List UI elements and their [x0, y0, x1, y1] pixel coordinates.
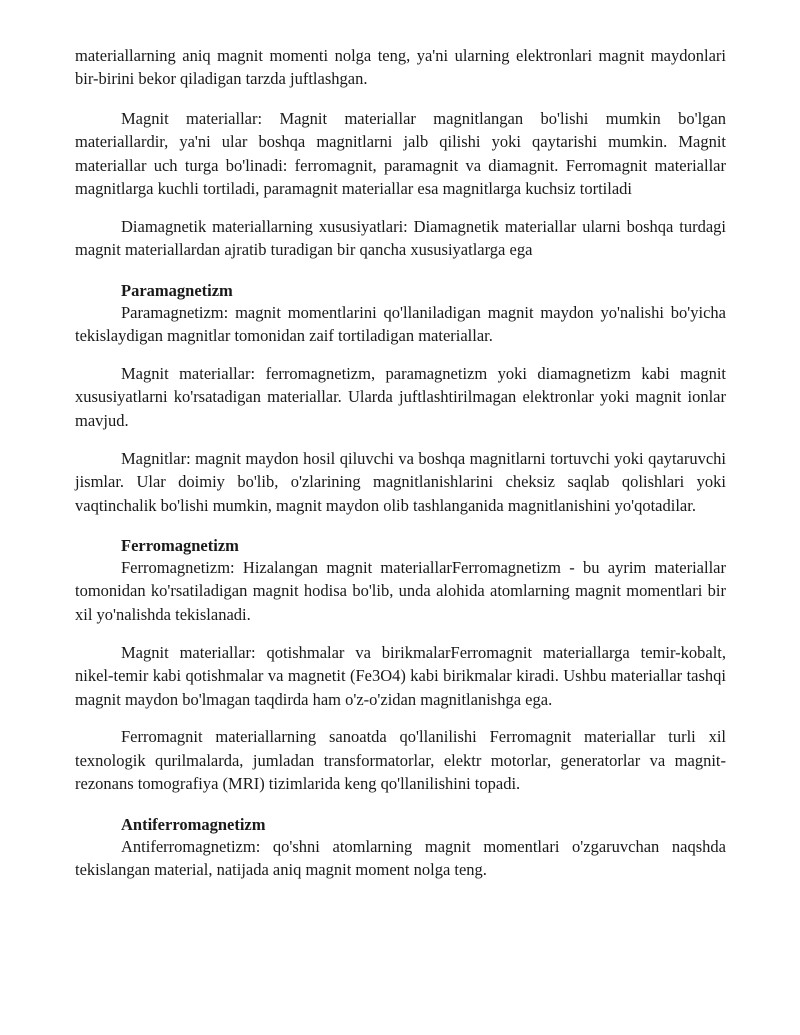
- paragraph-antiferromagnetizm: Antiferromagnetizm: qo'shni atomlarning magnit momentlari o'zgaruvchan naqshda tekislangan material, natijada aniq magnit moment nolga teng.: [75, 836, 726, 880]
- heading-antiferromagnetizm: Antiferromagnetizm: [121, 814, 266, 834]
- paragraph-ferromagnetizm: Ferromagnetizm: Hizalangan magnit materiallarFerromagnetizm - bu ayrim materiallar tomonidan ko'rsatiladigan magnit hodisa bo'lib, unda alohida atomlarning magnit momentlari bir xil yo'nalishda tekislanadi.: [75, 558, 726, 624]
- paragraph-sanoatda: Ferromagnit materiallarning sanoatda qo'llanilishi Ferromagnit materiallar turli xil texnologik qurilmalarda, jumladan transformatorlar, elektr motorlar, generatorlar va magnit-rezonans tomografiya (MRI) tizimlarida keng qo'llanilishini topadi.: [75, 727, 726, 794]
- paragraph-magnitlar: Magnitlar: magnit maydon hosil qiluvchi va boshqa magnitlarni tortuvchi yoki qaytaruvchi jismlar. Ular doimiy bo'lib, o'zlarining magnitlanishlarini cheksiz saqlab qolishlari yoki vaqtinchalik bo'lishi mumkin, magnit maydon olib tashlanganida magnitlanishini yo'qotadilar.: [75, 448, 726, 515]
- paragraph-magnit-materiallar-2: Magnit materiallar: ferromagnetizm, paramagnetizm yoki diamagnetizm kabi magnit xususiyatlarni ko'rsatadigan materiallar. Ularda juftlashtirilmagan elektronlar yoki magnit ionlar mavjud.: [75, 364, 726, 430]
- heading-ferromagnetizm: Ferromagnetizm: [121, 536, 239, 555]
- paragraph-continuation: materiallarning aniq magnit momenti nolga teng, ya'ni ularning elektronlari magnit maydonlari bir-birini bekor qiladigan tarzda juftlashgan.: [75, 46, 726, 89]
- document-page: [75, 44, 726, 896]
- heading-paramagnetizm: Paramagnetizm: [121, 280, 233, 300]
- paragraph-magnit-materiallar: Magnit materiallar: Magnit materiallar magnitlangan bo'lishi mumkin bo'lgan materiallardir, ya'ni ular boshqa magnitlarni jalb qilishi yoki qaytarishi mumkin. Magnit materiallar uch turga bo'linadi: ferromagnit, paramagnit va diamagnit. Ferromagnit materiallar magnitlarga kuchli tortiladi, paramagnit materiallar esa magnitlarga kuchsiz tortiladi: [75, 108, 726, 199]
- paragraph-paramagnetizm: Paramagnetizm: magnit momentlarini qo'llaniladigan magnit maydon yo'nalishi bo'yicha tekislaydigan magnitlar tomonidan zaif tortiladigan materiallar.: [75, 302, 726, 346]
- paragraph-qotishmalar: Magnit materiallar: qotishmalar va birikmalarFerromagnit materiallarga temir-kobalt, nikel-temir kabi qotishmalar va magnetit (Fe3O4) kabi birikmalar kiradi. Ushbu materiallar tashqi magnit maydon bo'lmagan taqdirda ham o'z-o'zidan magnitlanishga ega.: [75, 642, 726, 709]
- paragraph-diamagnetik-xususiyatlari: Diamagnetik materiallarning xususiyatlari: Diamagnetik materiallar ularni boshqa turdagi magnit materiallardan ajratib turadigan bir qancha xususiyatlarga ega: [75, 216, 726, 260]
